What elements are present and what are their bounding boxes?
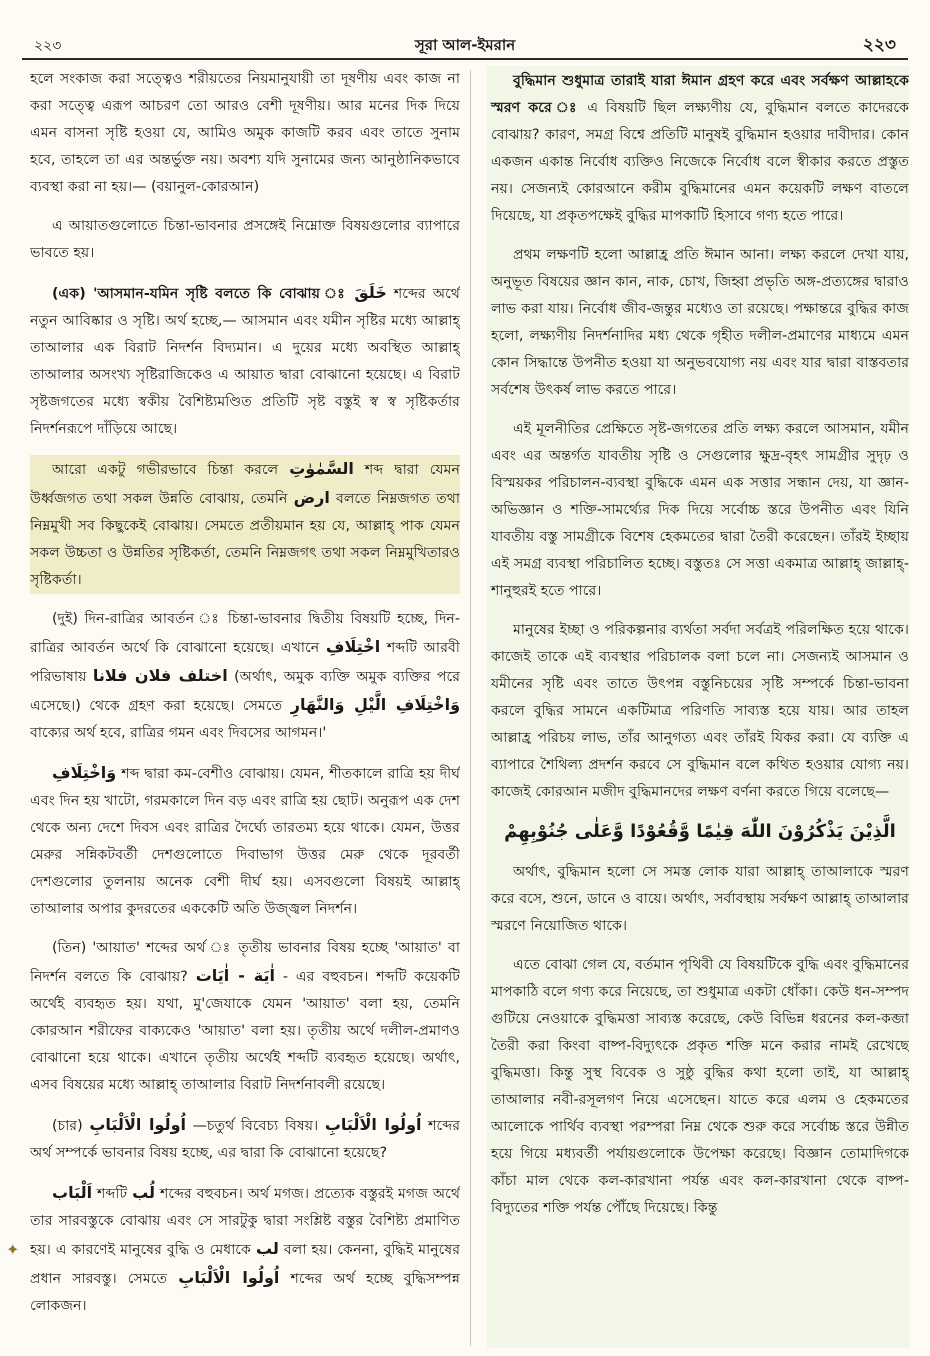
- paragraph: হলে সংকাজ করা সত্ত্বেও শরীয়তের নিয়মানুযায়ী তা দূষণীয় এবং কাজ না করা সত্ত্বে এরূপ আচরণ তো আরও বেশী দূষণীয়। আর মনের দিক দিয়ে এমন বাসনা সৃষ্টি হওয়া যে, আমিও অমুক কাজটি করব এবং তাতে সুনাম হবে, তাহলে তা এর অন্তর্ভুক্ত নয়। অবশ্য যদি সুনামের জন্য আনুষ্ঠানিকভাবে ব্যবস্থা করা না হয়।— (বয়ানুল-কোরআন): [30, 71, 460, 195]
- paragraph: মানুষের ইচ্ছা ও পরিকল্পনার ব্যর্থতা সর্বদা সর্বত্রই পরিলক্ষিত হয়ে থাকে। কাজেই তাকে এই ব্যবস্থার পরিচালক বলা চলে না। সেজন্যই আসমান ও যমীনের সৃষ্টি এবং তাতে উৎপন্ন বস্তুনিচয়ের সৃষ্টি সম্পর্কে চিন্তা-ভাবনা করলে বুদ্ধির সামনে একটিমাত্র পরিণতি সাব্যস্ত হয়ে যায়। আর তাহল আল্লাহ্র পরিচয় লাভ, তাঁর আনুগত্য এবং তাঁরই যিকর করা। যে ব্যক্তি এ ব্যাপারে শৈথিল্য প্রদর্শন করবে সে বুদ্ধিমান বলে কথিত হওয়ার যোগ্য নয়। কাজেই কোরআন মজীদ বুদ্ধিমানদের লক্ষণ বর্ণনা করতে গিয়ে বলেছে—: [491, 622, 909, 800]
- page-number-right: ২২৩: [862, 35, 896, 55]
- paragraph: এই মূলনীতির প্রেক্ষিতে সৃষ্ট-জগতের প্রতি লক্ষ্য করলে আসমান, যমীন এবং এর অন্তর্গত যাবতীয় সৃষ্টি ও সেগুলোর ক্ষুদ্র-বৃহৎ সামগ্রীর সুদৃঢ় ও বিস্ময়কর পরিচালন-ব্যবস্থা বুদ্ধিকে এমন এক সত্তার সন্ধান দেয়, যা জ্ঞান-অভিজ্ঞান ও শক্তি-সামর্থ্যের দিক দিয়ে সর্বোচ্চ স্তরে উপনীত এবং যিনি যাবতীয় বস্তু সামগ্রীকে বিশেষ হেকমতের দ্বারা তৈরী করেছেন। তাঁরই ইচ্ছায় এই সমগ্র ব্যবস্থা পরিচালিত হচ্ছে। বস্তুতঃ সে সত্তা একমাত্র আল্লাহ্ জাল্লাহ্- শানুহুরই হতে পারে।: [491, 421, 909, 599]
- paragraph-section-one: (এক) 'আসমান-যমিন সৃষ্টি বলতে কি বোঝায় ঃ خَلَقَ শব্দের অর্থে নতুন আবিষ্কার ও সৃষ্টি। অর্থ হচ্ছে,— আসমান এবং যমীন সৃষ্টির মধ্যে আল্লাহ্ তাআলার এক বিরাট নিদর্শন বিদ্যমান। এ দুয়ের মধ্যে অবস্থিত আল্লাহ্ তাআলার অসংখ্য সৃষ্টিরাজিকেও এ আয়াত দ্বারা বোঝানো হয়েছে। এ বিরাট সৃষ্টজগতের মধ্যে স্বকীয় বৈশিষ্ট্যমণ্ডিত প্রতিটি সৃষ্ট বস্তুই স্ব স্ব সৃষ্টিকর্তার নিদর্শনরূপে দাঁড়িয়ে আছে।: [30, 283, 460, 437]
- paragraph: এতে বোঝা গেল যে, বর্তমান পৃথিবী যে বিষয়টিকে বুদ্ধি এবং বুদ্ধিমানের মাপকাঠি বলে গণ্য করে নিয়েছে, তা শুধুমাত্র একটা ধোঁকা। কেউ ধন-সম্পদ গুটিয়ে নেওয়াকে বুদ্ধিমত্তা সাব্যস্ত করেছে, কেউ বিভিন্ন ধরনের কল-কব্জা তৈরী করা কিংবা বাষ্প-বিদ্যুৎকে প্রকৃত শক্তি মনে করার নামই রেখেছে বুদ্ধিমত্তা। কিন্তু সুস্থ বিবেক ও সুষ্ঠু বুদ্ধির কথা হলো তাই, যা আল্লাহ্ তাআলার নবী-রসূলগণ নিয়ে এসেছেন। যাতে করে এলম ও হেকমতের আলোকে পার্থিব ব্যবস্থা পরম্পরা নিম্ন থেকে শুরু করে সর্বোচ্চ স্তরে উন্নীত হয়ে গিয়ে মধ্যবর্তী পর্যায়গুলোকে উপেক্ষা করেছে। বিজ্ঞান তোমাদিগকে কাঁচা মাল থেকে কল-কারখানা পর্যন্ত এবং কল-কারখানা থেকে বাষ্প-বিদ্যুতের শক্তি পর্যন্ত পৌঁছে দিয়েছে। কিন্তু: [491, 957, 909, 1216]
- page-header: [22, 34, 908, 60]
- right-column: [487, 66, 909, 1348]
- paragraph: এ আয়াতগুলোতে চিন্তা-ভাবনার প্রসঙ্গেই নিম্নোক্ত বিষয়গুলোর ব্যাপারে ভাবতে হয়।: [30, 218, 460, 261]
- paragraph: প্রথম লক্ষণটি হলো আল্লাহ্র প্রতি ঈমান আনা। লক্ষ্য করলে দেখা যায়, অনুভূত বিষয়ের জ্ঞান কান, নাক, চোখ, জিহ্বা প্রভৃতি অঙ্গ-প্রত্যঙ্গের দ্বারাও লাভ করা যায়। নির্বোধ জীব-জন্তুর মধ্যেও তা রয়েছে। পক্ষান্তরে বুদ্ধির কাজ হলো, লক্ষ্যণীয় নিদর্শনাদির মধ্য থেকে গৃহীত দলীল-প্রমাণের মাধ্যমে এমন কোন সিদ্ধান্তে উপনীত হওয়া যা অনুভবযোগ্য নয় এবং যার দ্বারা বাস্তবতার সর্বশেষ উৎকর্ষ লাভ করতে পারে।: [491, 247, 909, 398]
- column-divider: [470, 70, 471, 1346]
- paragraph-section-two: (দুই) দিন-রাত্রির আবর্তন ঃ চিন্তা-ভাবনার দ্বিতীয় বিষয়টি হচ্ছে, দিন- রাত্রির আবর্তন অর্থে কি বোঝানো হয়েছে। এখানে اخْتِلَافِ শব্দটি আরবী পরিভাষায় اختلف فلان فلانا (অর্থাৎ, অমুক ব্যক্তি অমুক ব্যক্তির পরে এসেছে।) থেকে গ্রহণ করা হয়েছে। সেমতে وَاخْتِلَافِ الَّيْلِ وَالنَّهَارِ বাক্যের অর্থ হবে, রাত্রির গমন এবং দিবসের আগমন।': [30, 611, 460, 741]
- paragraph-heading: বুদ্ধিমান শুধুমাত্র তারাই যারা ঈমান গ্রহণ করে এবং সর্বক্ষণ আল্লাহকে স্মরণ করে ঃ এ বিষয়টি ছিল লক্ষ্যণীয় যে, বুদ্ধিমান বলতে কাদেরকে বোঝায়? কারণ, সমগ্র বিশ্বে প্রতিটি মানুষই বুদ্ধিমান হওয়ার দাবীদার। কোন একজন একান্ত নির্বোধ ব্যক্তিও নিজেকে নির্বোধ বলে স্বীকার করতে প্রস্তুত নয়। সেজন্যই কোরআনে করীম বুদ্ধিমানের এমন কয়েকটি লক্ষণ বাতলে দিয়েছে, যা প্রকৃতপক্ষেই বুদ্ধির মাপকাটি হিসাবে গণ্য হতে পারে।: [491, 73, 909, 224]
- left-column: [30, 66, 460, 1348]
- paragraph: অর্থাৎ, বুদ্ধিমান হলো সে সমস্ত লোক যারা আল্লাহ্ তাআলাকে স্মরণ করে বসে, শুনে, ডানে ও বায়ে। অর্থাৎ, সর্বাবস্থায় সর্বক্ষণ আল্লাহ্ তাআলার স্মরণে নিয়োজিত থাকে।: [491, 864, 909, 934]
- paragraph: وَاخْتِلَافِ শব্দ দ্বারা কম-বেশীও বোঝায়। যেমন, শীতকালে রাত্রি হয় দীর্ঘ এবং দিন হয় খাটো, গরমকালে দিন বড় এবং রাত্রি হয় ছোট। অনুরূপ এক দেশ থেকে অন্য দেশে দিবস এবং রাত্রির দৈর্ঘ্যে তারতম্য হয়ে থাকে। যেমন, উত্তর মেরুর সন্নিকটবর্তী দেশগুলোতে দিবাভাগ উত্তর মেরু থেকে দূরবর্তী দেশগুলোর তুলনায় অনেক বেশী দীর্ঘ হয়। এসবগুলো বিষয়ই আল্লাহ্ তাআলার অপার কুদরতের এককেটি অতি উজ্জ্বল নিদর্শন।: [30, 763, 460, 917]
- surah-title: সূরা আল-ইমরান: [414, 36, 516, 54]
- margin-mark-icon: ✦: [6, 1240, 20, 1259]
- quran-verse: الَّذِيْنَ يَذْكُرُوْنَ اللّٰهَ قِيٰمًا وَّقُعُوْدًا وَّعَلٰى جُنُوْبِهِمْ: [504, 821, 896, 842]
- paragraph-section-three: (তিন) 'আয়াত' শব্দের অর্থ ঃ তৃতীয় ভাবনার বিষয় হচ্ছে 'আয়াত' বা নিদর্শন বলতে কি বোঝায়? اٰيَة - اٰيَات - এর বহুবচন। শব্দটি কয়েকটি অর্থেই ব্যবহৃত হয়। যথা, মু'জেযাকে যেমন 'আয়াত' বলা হয়, তেমনি কোরআন শরীফের বাক্যকেও 'আয়াত' বলা হয়। তৃতীয় অর্থে দলীল-প্রমাণও বোঝানো হয়ে থাকে। এখানে তৃতীয় অর্থেই শব্দটি ব্যবহৃত হয়েছে। অর্থাৎ, এসব বিষয়ের মধ্যে আল্লাহ্ তাআলার বিরাট নিদর্শনাবলী রয়েছে।: [30, 940, 460, 1093]
- page-number-left: ২২৩: [34, 38, 62, 54]
- paragraph-section-four: (চার) اُولُوا الْاَلْبَابِ —চতুর্থ বিবেচ্য বিষয়। اُولُوا الْاَلْبَابِ শব্দের অর্থ সম্পর্কে ভাবনার বিষয় হচ্ছে, এর দ্বারা কি বোঝানো হয়েছে?: [30, 1115, 460, 1161]
- paragraph: اَلْبَاب শব্দটি لُب শব্দের বহুবচন। অর্থ মগজ। প্রত্যেক বস্তুরই মগজ অর্থে তার সারবস্তুকে বোঝায় এবং সে সারটুকু দ্বারা সংশ্লিষ্ট বস্তুর বৈশিষ্ট্য প্রমাণিত হয়। এ কারণেই মানুষের বুদ্ধি ও মেধাকে لب বলা হয়। কেননা, বুদ্ধিই মানুষের প্রধান সারবস্তু। সেমতে اُولُوا الْاَلْبَابِ শব্দের অর্থ হচ্ছে বুদ্ধিসম্পন্ন লোকজন।: [30, 1183, 460, 1314]
- paragraph: আরো একটু গভীরভাবে চিন্তা করলে السَّمٰوٰتِ শব্দ দ্বারা যেমন উর্ধ্বজগত তথা সকল উন্নতি বোঝায়, তেমনি ارض বলতে নিম্নজগত তথা নিম্নমুখী সব কিছুকেই বোঝায়। সেমতে প্রতীয়মান হয় যে, আল্লাহ্ পাক যেমন সকল উচ্চতা ও উন্নতির সৃষ্টিকর্তা, তেমনি নিম্নজগৎ তথা সকল নিম্নমুখিতারও সৃষ্টিকর্তা।: [30, 455, 460, 594]
